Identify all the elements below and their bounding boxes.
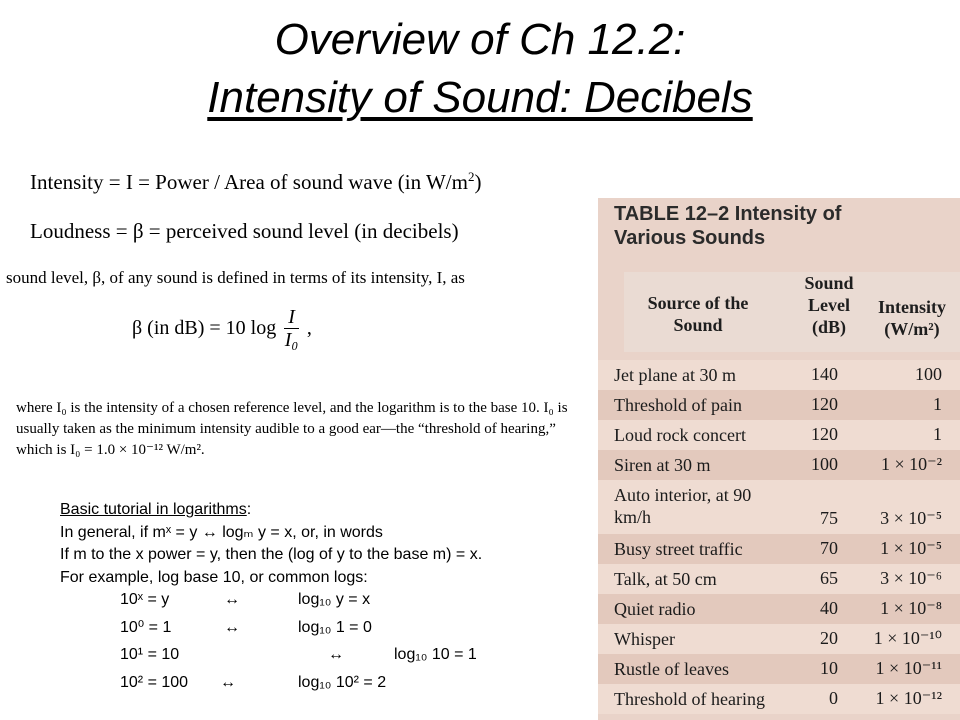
row-level: 65 [820, 568, 838, 588]
excerpt-intro-line: sound level, β, of any sound is defined in terms of its intensity, I, as [6, 268, 465, 287]
table-row [598, 594, 960, 624]
table-row [598, 450, 960, 480]
row-intensity: 1 × 10⁻¹¹ [875, 658, 942, 678]
column-header-source: Source of the Sound [647, 293, 749, 335]
table-row [598, 420, 960, 450]
row-source: Talk, at 50 cm [614, 569, 717, 589]
double-arrow-icon: ↔ [328, 646, 344, 663]
slide-title-line1: Overview of Ch 12.2: [274, 15, 686, 64]
formula-denominator: I₀ [284, 329, 299, 351]
table-row [598, 564, 960, 594]
row-intensity: 3 × 10⁻⁵ [880, 508, 942, 528]
slide-title-line2: Intensity of Sound: Decibels [207, 73, 753, 122]
row-level: 10 [820, 658, 838, 678]
table-row [598, 654, 960, 684]
log-equation-row: 10¹ = 10 ↔ log₁₀ 10 = 1 [60, 644, 482, 672]
row-source: Threshold of pain [614, 395, 742, 415]
row-intensity: 1 [933, 394, 942, 414]
formula-lhs: β (in dB) = 10 log [132, 317, 277, 339]
row-level: 40 [820, 598, 838, 618]
tutorial-line-example: For example, log base 10, or common logs: [60, 568, 368, 586]
row-intensity: 3 × 10⁻⁶ [880, 568, 942, 588]
double-arrow-icon: ↔ [224, 591, 240, 608]
row-intensity: 1 × 10⁻⁵ [880, 538, 942, 558]
row-intensity: 1 × 10⁻¹² [875, 688, 942, 708]
row-source: Threshold of hearing [614, 689, 765, 709]
row-intensity: 100 [915, 364, 942, 384]
row-source: Whisper [614, 629, 675, 649]
row-level: 120 [811, 424, 838, 444]
row-intensity: 1 [933, 424, 942, 444]
table-column-headers [624, 272, 960, 352]
intensity-definition: Intensity = I = Power / Area of sound wave (in $W/m^2$) [30, 169, 482, 194]
row-intensity: 1 × 10⁻⁸ [880, 598, 942, 618]
row-level: 70 [820, 538, 838, 558]
row-source: Jet plane at 30 m [614, 365, 736, 385]
sound-intensity-table [598, 198, 960, 720]
double-arrow-icon: ↔ [220, 673, 236, 691]
formula-tail: , [306, 317, 312, 339]
row-level: 100 [811, 454, 838, 474]
log-equation-row: 10⁰ = 1 ↔ log₁₀ 1 = 0 [60, 617, 482, 645]
row-level: 20 [820, 628, 838, 648]
row-level: 140 [811, 364, 838, 384]
double-arrow-icon: ↔ [224, 618, 240, 636]
row-intensity: 1 × 10⁻¹⁰ [873, 628, 942, 648]
table-row [598, 534, 960, 564]
table-row [598, 684, 960, 714]
log-tutorial [60, 499, 482, 699]
row-source: Siren at 30 m [614, 455, 711, 475]
table-heading: TABLE 12–2 Intensity of Various Sounds [614, 203, 842, 249]
row-level: 120 [811, 394, 838, 414]
table-row [598, 480, 960, 534]
column-header-intensity: Intensity (W/m²) [877, 297, 946, 339]
formula-fraction [284, 306, 299, 351]
table-row [598, 390, 960, 420]
tutorial-line-words: If m to the x power = y, then the (log of y to the base m) = x. [60, 546, 483, 563]
log-equation-row: 10ˣ = y ↔ log₁₀ y = x [60, 589, 482, 617]
row-source: Rustle of leaves [614, 659, 729, 679]
table-row [598, 360, 960, 390]
column-header-level: Sound Level (dB) [804, 273, 854, 337]
row-level: 0 [829, 688, 838, 708]
row-level: 75 [820, 508, 838, 528]
row-source: Auto interior, at 90 km/h [614, 485, 752, 527]
tutorial-line-general: In general, if mˣ = y ↔ logₘ y = x, or, in words [60, 523, 383, 541]
decibel-formula [132, 306, 312, 351]
row-source: Quiet radio [614, 599, 696, 619]
formula-numerator: I [284, 306, 299, 329]
textbook-excerpt [0, 258, 610, 468]
row-intensity: 1 × 10⁻² [880, 454, 942, 474]
table-row [598, 624, 960, 654]
loudness-definition: Loudness = β = perceived sound level (in decibels) [30, 219, 459, 243]
table-body [598, 360, 960, 714]
excerpt-paragraph: where I₀ is the intensity of a chosen reference level, and the logarithm is to the base 10. I₀ is usually taken as the minimum intensity audible to a good ear—the “threshold of hearing,” which is I₀ = 1.0 × 10⁻¹² W/m². [16, 400, 568, 458]
row-source: Loud rock concert [614, 425, 746, 445]
row-source: Busy street traffic [614, 539, 743, 559]
log-equation-row: 10² = 100 ↔ log₁₀ 10² = 2 [60, 672, 482, 700]
tutorial-heading: Basic tutorial in logarithms: [60, 501, 252, 518]
